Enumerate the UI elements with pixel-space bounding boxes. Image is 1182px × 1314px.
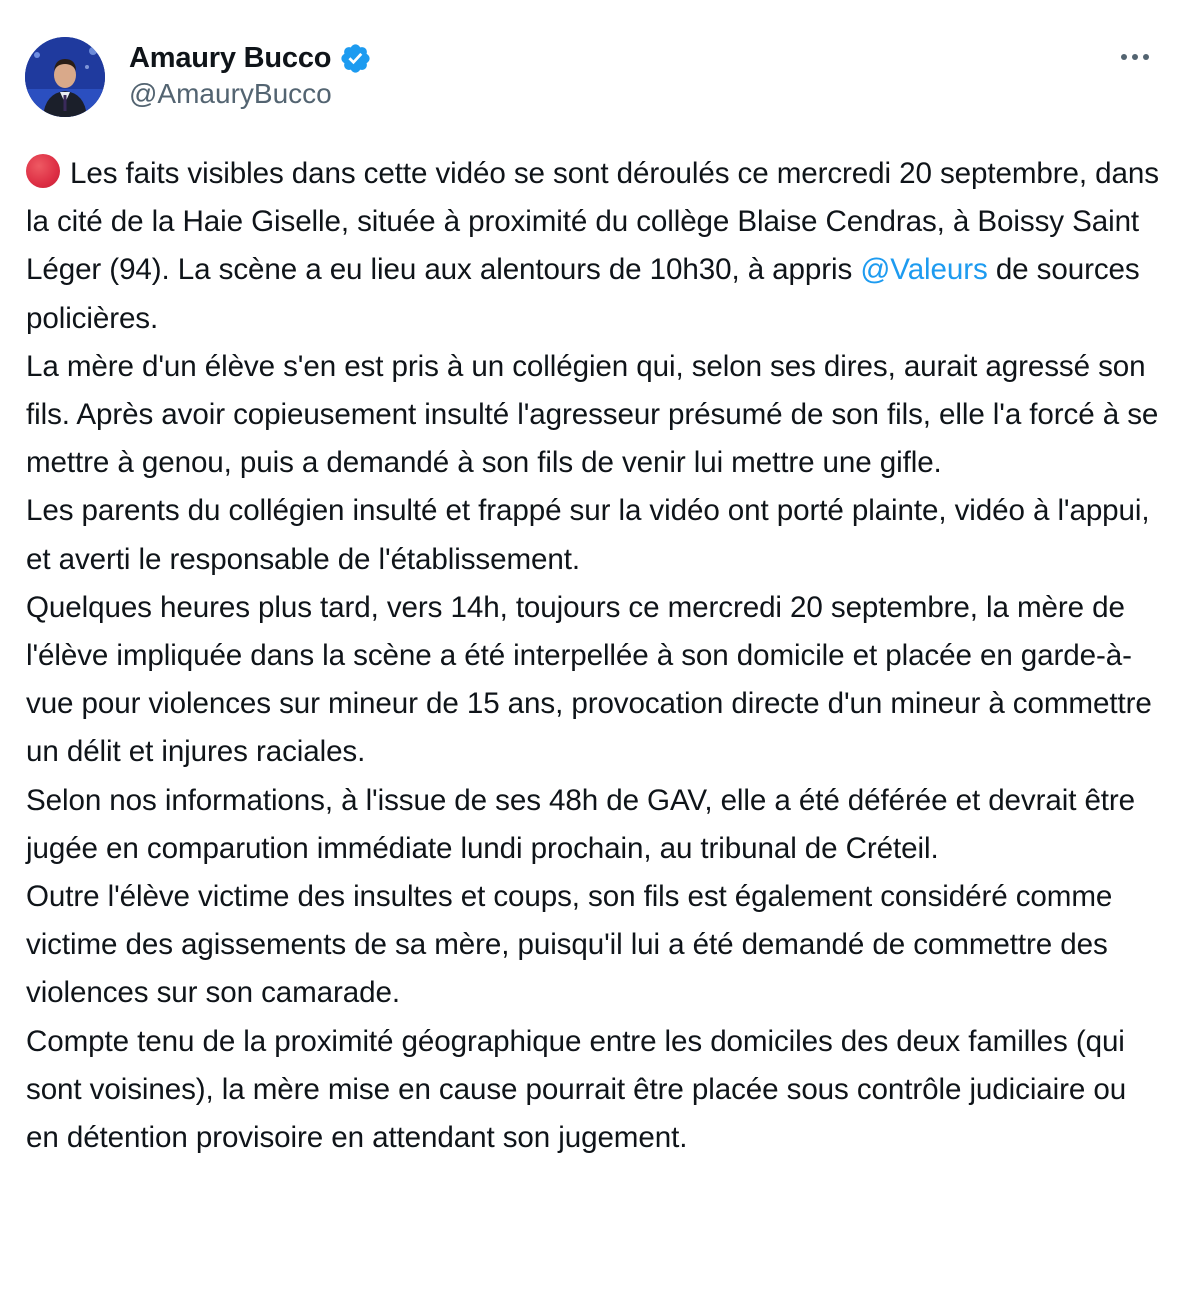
tweet-paragraph: Les parents du collégien insulté et frappé sur la vidéo ont porté plainte, vidéo à l'appui, et averti le responsable de l'établissement. — [26, 494, 1150, 576]
tweet-paragraph: La mère d'un élève s'en est pris à un collégien qui, selon ses dires, aurait agressé son fils. Après avoir copieusement insulté l'agresseur présumé de son fils, elle l'a forcé à se mettre à genou, puis a demandé à son fils de venir lui mettre une gifle. — [26, 349, 1159, 480]
avatar[interactable] — [25, 37, 105, 117]
tweet-paragraph — [26, 150, 1166, 343]
tweet-paragraph: Selon nos informations, à l'issue de ses 48h de GAV, elle a été déférée et devrait être jugée en comparution immédiate lundi prochain, au tribunal de Créteil. — [26, 783, 1136, 865]
tweet-text — [26, 150, 1166, 1162]
more-horizontal-icon — [1120, 53, 1150, 61]
avatar-image-icon — [25, 37, 105, 117]
author-name-row — [129, 38, 372, 78]
mention-link-valeurs[interactable]: @Valeurs — [860, 253, 988, 287]
tweet-paragraph: Quelques heures plus tard, vers 14h, toujours ce mercredi 20 septembre, la mère de l'élève impliquée dans la scène a été interpellée à son domicile et placée en garde-à-vue pour violences sur mineur de 15 ans, provocation directe d'un mineur à commettre un délit et injures raciales. — [26, 590, 1152, 769]
tweet-text-segment: Les faits visibles dans cette vidéo se sont déroulés ce mercredi 20 septembre, dans la cité de la Haie Giselle, située à proximité du collège Blaise Cendras, à Boissy Saint Léger (94). La scène a eu lieu aux alentours de 10h30, à appris — [26, 157, 1159, 287]
tweet-paragraph: Compte tenu de la proximité géographique entre les domiciles des deux familles (qui sont voisines), la mère mise en cause pourrait être placée sous contrôle judiciaire ou en détention provisoire en attendant son jugement. — [26, 1024, 1127, 1155]
red-circle-icon — [26, 154, 60, 188]
author-handle[interactable]: @AmauryBucco — [129, 78, 332, 109]
tweet-text-segment: de sources policières. — [26, 253, 1140, 335]
tweet-paragraph: Outre l'élève victime des insultes et coups, son fils est également considéré comme victime des agissements de sa mère, puisqu'il lui a été demandé de commettre des violences sur son camarade. — [26, 880, 1113, 1010]
verified-badge-icon — [339, 42, 372, 75]
author-display-name[interactable]: Amaury Bucco — [129, 41, 332, 74]
more-options-button[interactable] — [1118, 42, 1152, 72]
